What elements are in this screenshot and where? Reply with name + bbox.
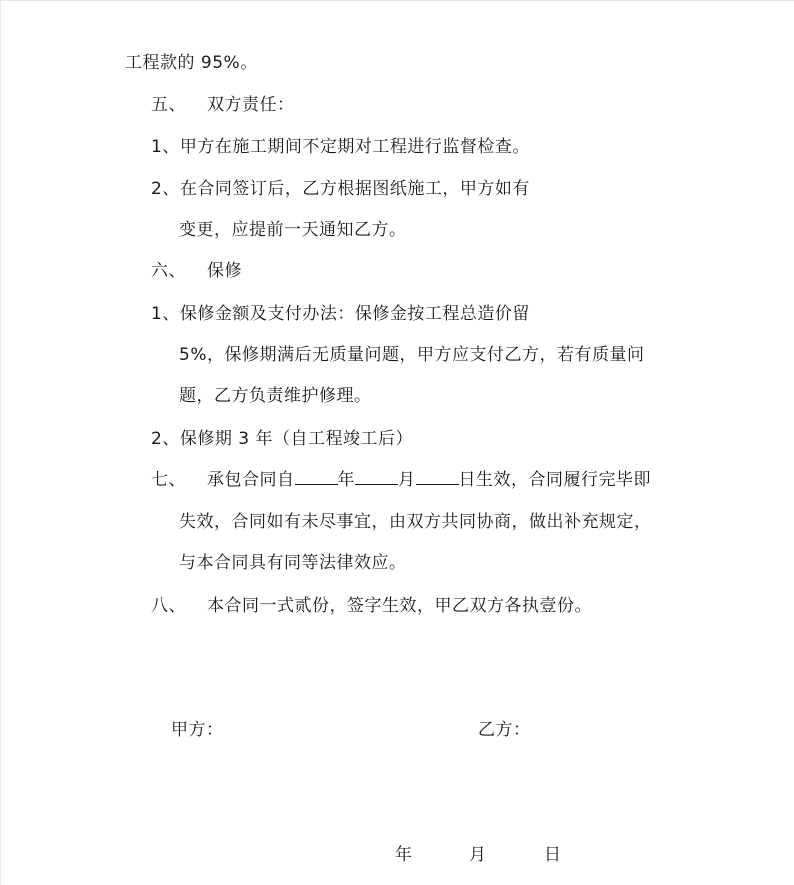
party-a-signature-label: 甲方：: [171, 720, 224, 740]
text-line: 2、在合同签订后，乙方根据图纸施工，甲方如有: [151, 179, 530, 199]
date-year-label: 年: [395, 845, 413, 865]
party-b-signature-label: 乙方：: [478, 720, 531, 740]
text-fragment: 承包合同自: [207, 470, 295, 490]
text-fragment: 日生效，合同履行完毕即: [458, 470, 651, 490]
text-fragment: 年: [337, 470, 355, 490]
section-number: 八、: [151, 596, 186, 616]
day-blank: [416, 469, 459, 485]
text-fragment: 月: [398, 470, 416, 490]
month-blank: [355, 469, 398, 485]
year-blank: [295, 469, 338, 485]
date-month-label: 月: [469, 845, 487, 865]
text-line: 与本合同具有同等法律效应。: [179, 553, 407, 573]
text-line: 5%，保修期满后无质量问题，甲方应支付乙方，若有质量问: [179, 345, 645, 365]
text-line: 失效，合同如有未尽事宜，由双方共同协商，做出补充规定，: [179, 512, 652, 532]
section-number: 七、: [151, 470, 186, 490]
section-heading: 保修: [207, 261, 242, 281]
text-line: 变更，应提前一天通知乙方。: [179, 220, 407, 240]
section-heading: 双方责任：: [207, 95, 295, 115]
text-line: 2、保修期 3 年（自工程竣工后）: [151, 429, 413, 449]
section-number: 五、: [151, 95, 186, 115]
text-line: 本合同一式贰份，签字生效，甲乙双方各执壹份。: [207, 596, 592, 616]
text-line: 1、甲方在施工期间不定期对工程进行监督检查。: [151, 137, 530, 157]
contract-validity-line: [207, 469, 651, 491]
text-line: 1、保修金额及支付办法：保修金按工程总造价留: [151, 304, 530, 324]
date-day-label: 日: [544, 845, 562, 865]
section-number: 六、: [151, 261, 186, 281]
text-line: 题，乙方负责维护修理。: [179, 386, 372, 406]
text-line: 工程款的 95%。: [125, 53, 258, 73]
